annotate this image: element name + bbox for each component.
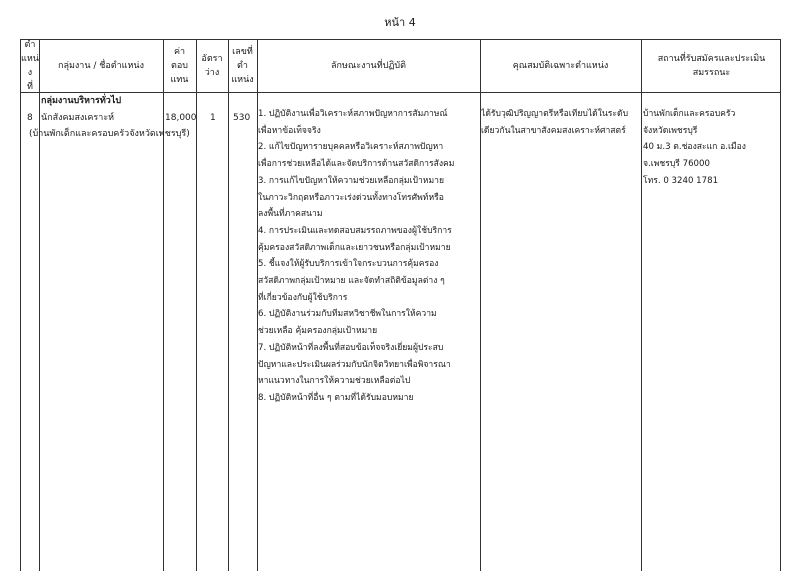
- column-divider: [641, 40, 642, 571]
- position-unit: (บ้านพักเด็กและครอบครัวจังหวัดเพชรบุรี): [29, 129, 190, 139]
- salary-value: 18,000: [165, 113, 197, 123]
- duty-line: 7. ปฏิบัติหน้าที่ลงพื้นที่สอบข้อเท็จจริงเยี่ยมผู้ประสบ: [258, 342, 444, 353]
- application-location: [643, 106, 746, 190]
- header-salary: ค่า ตอบ แทน: [170, 47, 189, 85]
- location-line: บ้านพักเด็กและครอบครัว: [643, 109, 736, 119]
- duty-line: 4. การประเมินและทดสอบสมรรถภาพของผู้ใช้บริการ: [258, 225, 452, 236]
- duty-line: 2. แก้ไขปัญหารายบุคคลหรือวิเคราะห์สภาพปัญหา: [258, 142, 444, 153]
- duty-line: ช่วยเหลือ คุ้มครองกลุ่มเป้าหมาย: [258, 326, 378, 337]
- job-duties: [258, 106, 483, 407]
- header-application-location: สถานที่รับสมัครและประเมินสมรรถนะ: [657, 54, 766, 78]
- duty-line: 6. ปฏิบัติงานร่วมกับทีมสหวิชาชีพในการให้ความ: [258, 309, 437, 320]
- duty-line: 5. ชี้แจงให้ผู้รับบริการเข้าใจกระบวนการคุ้มครอง: [258, 259, 439, 270]
- duty-line: เพื่อหาข้อเท็จจริง: [258, 125, 321, 136]
- duty-line: ปัญหาและประเมินผลร่วมกับนักจิตวิทยาเพื่อพิจารณา: [258, 359, 451, 370]
- header-qualifications: คุณสมบัติเฉพาะตำแหน่ง: [512, 61, 609, 71]
- duty-line: ที่เกี่ยวข้องกับผู้ใช้บริการ: [258, 292, 348, 303]
- group-name: กลุ่มงานบริหารทั่วไป: [41, 96, 122, 106]
- header-group-position: กลุ่มงาน / ชื่อตำแหน่ง: [58, 61, 144, 71]
- duty-line: 1. ปฏิบัติงานเพื่อวิเคราะห์สภาพปัญหาการสัมภาษณ์: [258, 109, 448, 119]
- page-number: หน้า 4: [384, 16, 416, 29]
- position-table: [20, 39, 781, 571]
- duty-line: หาแนวทางในการให้ความช่วยเหลือต่อไป: [258, 376, 411, 387]
- qualification-line: ได้รับวุฒิปริญญาตรีหรือเทียบได้ในระดับ: [481, 109, 629, 119]
- position-title: นักสังคมสงเคราะห์: [41, 113, 115, 123]
- vacancy-value: 1: [210, 113, 216, 123]
- duty-line: 3. การแก้ไขปัญหาให้ความช่วยเหลือกลุ่มเป้าหมาย: [258, 175, 444, 186]
- header-job-description: ลักษณะงานที่ปฏิบัติ: [331, 61, 406, 71]
- duty-line: 8. ปฏิบัติหน้าที่อื่น ๆ ตามที่ได้รับมอบหมาย: [258, 392, 414, 403]
- header-position-no: ตำ แหน่ง ที่: [21, 40, 39, 92]
- duty-line: สวัสดิภาพกลุ่มเป้าหมาย และจัดทำสถิติข้อมูลต่าง ๆ: [258, 276, 445, 287]
- row-number: 8: [27, 113, 33, 123]
- location-line: โทร. 0 3240 1781: [643, 175, 719, 186]
- location-line: จังหวัดเพชรบุรี: [643, 125, 698, 136]
- column-divider: [163, 40, 164, 571]
- qualification-line: เดียวกันในสาขาสังคมสงเคราะห์ศาสตร์: [481, 125, 626, 136]
- column-divider: [228, 40, 229, 571]
- column-divider: [39, 40, 40, 571]
- duty-line: เพื่อการช่วยเหลือได้และจัดบริการด้านสวัสดิการสังคม: [258, 159, 455, 170]
- duty-line: คุ้มครองสวัสดิภาพเด็กและเยาวชนหรือกลุ่มเป้าหมาย: [258, 242, 451, 253]
- location-line: 40 ม.3 ต.ช่องสะแก อ.เมือง: [643, 142, 746, 153]
- qualifications: [481, 106, 628, 139]
- header-divider: [21, 92, 780, 93]
- location-line: จ.เพชรบุรี 76000: [643, 159, 710, 170]
- header-vacancy: อัตรา ว่าง: [201, 54, 223, 78]
- duty-line: ในภาวะวิกฤตหรือภาวะเร่งด่วนทั้งทางโทรศัพท์หรือ: [258, 192, 444, 203]
- header-position-id: เลขที่ ตำ แหน่ง: [231, 47, 254, 85]
- position-id-value: 530: [233, 113, 251, 123]
- duty-line: ลงพื้นที่ภาคสนาม: [258, 209, 323, 220]
